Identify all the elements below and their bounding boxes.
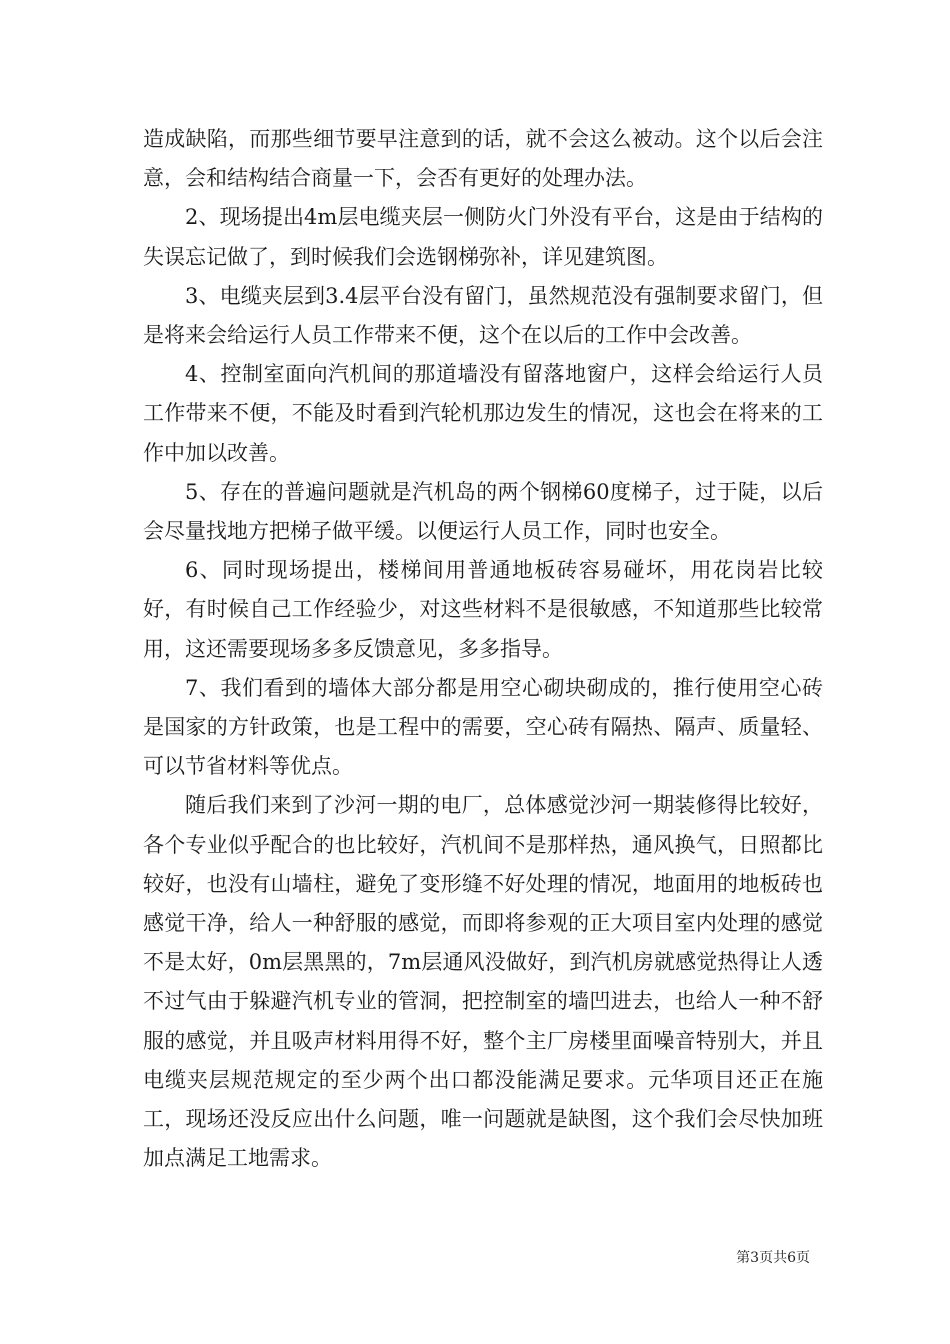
document-body	[143, 120, 823, 1178]
paragraph-continuation: 造成缺陷，而那些细节要早注意到的话，就不会这么被动。这个以后会注意，会和结构结合商量一下，会否有更好的处理办法。	[143, 127, 823, 191]
page-number: 第3页共6页	[736, 1250, 810, 1266]
paragraph-item-7: 7、我们看到的墙体大部分都是用空心砌块砌成的，推行使用空心砖是国家的方针政策，也是工程中的需要，空心砖有隔热、隔声、质量轻、可以节省材料等优点。	[143, 675, 823, 779]
paragraph-item-2: 2、现场提出4m层电缆夹层一侧防火门外没有平台，这是由于结构的失误忘记做了，到时候我们会选钢梯弥补，详见建筑图。	[143, 205, 823, 269]
paragraph-item-6: 6、同时现场提出，楼梯间用普通地板砖容易碰坏，用花岗岩比较好，有时候自己工作经验少，对这些材料不是很敏感，不知道那些比较常用，这还需要现场多多反馈意见，多多指导。	[143, 558, 823, 661]
paragraph-item-5: 5、存在的普遍问题就是汽机岛的两个钢梯60度梯子，过于陡，以后会尽量找地方把梯子做平缓。以便运行人员工作，同时也安全。	[143, 479, 823, 544]
paragraph-site-visit: 随后我们来到了沙河一期的电厂，总体感觉沙河一期装修得比较好，各个专业似乎配合的也比较好，汽机间不是那样热，通风换气，日照都比较好，也没有山墙柱，避免了变形缝不好处理的情况，地面用的地板砖也感觉干净，给人一种舒服的感觉，而即将参观的正大项目室内处理的感觉不是太好，0m层黑黑的，7m层通风没做好，到汽机房就感觉热得让人透不过气由于躲避汽机专业的管洞，把控制室的墙凹进去，也给人一种不舒服的感觉，并且吸声材料用得不好，整个主厂房楼里面噪音特别大，并且电缆夹层规范规定的至少两个出口都没能满足要求。元华项目还正在施工，现场还没反应出什么问题，唯一问题就是缺图，这个我们会尽快加班加点满足工地需求。	[143, 793, 823, 1171]
paragraph-item-3: 3、电缆夹层到3.4层平台没有留门，虽然规范没有强制要求留门，但是将来会给运行人员工作带来不便，这个在以后的工作中会改善。	[143, 283, 823, 348]
paragraph-item-4: 4、控制室面向汽机间的那道墙没有留落地窗户，这样会给运行人员工作带来不便，不能及时看到汽轮机那边发生的情况，这也会在将来的工作中加以改善。	[143, 362, 823, 465]
